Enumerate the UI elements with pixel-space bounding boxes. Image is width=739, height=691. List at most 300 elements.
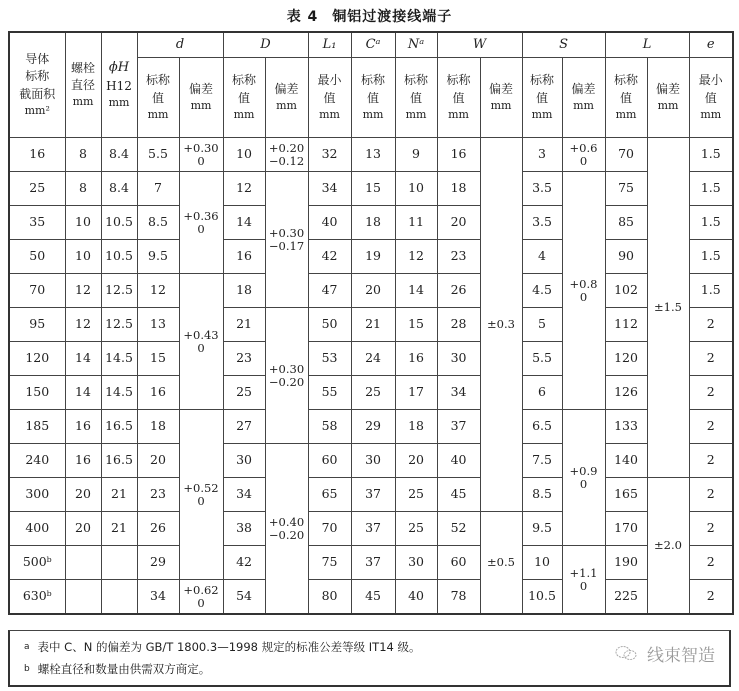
cell-area: 500ᵇ [9,546,65,580]
header-text: 标称 [361,73,386,88]
header-text: 值 [536,90,549,105]
table-row [9,172,733,206]
deviation-lower: −0.20 [268,527,305,542]
cell-area: 400 [9,512,65,546]
cell-D: 18 [223,274,265,308]
cell-e: 1.5 [689,206,733,240]
header-unit: mm [190,99,212,113]
deviation-upper: +0.43 [183,328,219,343]
cell-d: 20 [137,444,179,478]
cell-S: 3.5 [522,172,562,206]
cell-phi-h: 8.4 [101,172,137,206]
cell-d: 9.5 [137,240,179,274]
cell-area: 240 [9,444,65,478]
cell-bolt [65,546,101,580]
cell-phi-h: 21 [101,512,137,546]
cell-D: 12 [223,172,265,206]
cell-W: 16 [437,138,480,172]
deviation-upper: +0.9 [569,464,598,479]
cell-D: 10 [223,138,265,172]
deviation-upper: +0.52 [183,481,219,496]
watermark-text: 线束智造 [647,646,715,666]
header-conductor-area [9,32,65,138]
cell-W: 30 [437,342,480,376]
cell-W: 18 [437,172,480,206]
cell-L: 90 [605,240,647,274]
cell-d: 29 [137,546,179,580]
cell-N: 9 [395,138,437,172]
cell-area: 630ᵇ [9,580,65,615]
cell-S: 10.5 [522,580,562,615]
header-text: H12 [106,78,132,93]
cell-d: 26 [137,512,179,546]
header-W: W [437,32,522,58]
header-text: 标称 [145,73,170,88]
table-row [9,546,733,580]
cell-D: 21 [223,308,265,342]
deviation-upper: +0.20 [268,141,305,156]
table-row [9,444,733,478]
cell-area: 25 [9,172,65,206]
cell-e: 2 [689,342,733,376]
header-text: 标称 [25,69,50,84]
cell-d: 13 [137,308,179,342]
cell-area: 16 [9,138,65,172]
deviation-S [562,410,605,546]
header-text: 直径 [70,78,95,93]
cell-bolt: 12 [65,274,101,308]
header-nominal [605,58,647,138]
table-title [0,6,739,26]
cell-bolt: 12 [65,308,101,342]
header-unit: mm [362,107,384,121]
header-C: Cᵃ [351,32,395,58]
cell-N: 17 [395,376,437,410]
cell-L1: 55 [308,376,351,410]
cell-C: 30 [351,444,395,478]
cell-e: 1.5 [689,138,733,172]
cell-area: 35 [9,206,65,240]
cell-e: 2 [689,308,733,342]
header-nominal [137,58,179,138]
cell-L: 126 [605,376,647,410]
cell-C: 37 [351,546,395,580]
deviation-upper: +0.30 [268,362,305,377]
header-text: 标称 [232,73,257,88]
cell-L: 165 [605,478,647,512]
deviation-lower: 0 [197,595,205,610]
cell-C: 37 [351,478,395,512]
cell-L1: 58 [308,410,351,444]
cell-d: 23 [137,478,179,512]
header-text: 最小 [698,73,723,88]
header-nominal [522,58,562,138]
deviation-W: ±0.5 [480,512,522,615]
table-row [9,512,733,546]
cell-C: 13 [351,138,395,172]
deviation-lower: −0.12 [268,153,305,168]
header-text: 值 [704,90,717,105]
deviation-D [265,172,308,308]
cell-D: 38 [223,512,265,546]
cell-area: 70 [9,274,65,308]
cell-W: 78 [437,580,480,615]
header-d: d [137,32,223,58]
cell-W: 28 [437,308,480,342]
header-unit: mm [233,107,255,121]
cell-d: 8.5 [137,206,179,240]
deviation-lower: 0 [197,340,205,355]
cell-L1: 50 [308,308,351,342]
cell-L1: 70 [308,512,351,546]
deviation-upper: +0.8 [569,277,598,292]
cell-C: 45 [351,580,395,615]
cell-N: 14 [395,274,437,308]
cell-d: 12 [137,274,179,308]
header-unit: mm [657,99,679,113]
deviation-S [562,172,605,410]
cell-D: 16 [223,240,265,274]
cell-N: 11 [395,206,437,240]
header-text: 值 [620,90,633,105]
cell-e: 1.5 [689,274,733,308]
deviation-lower: 0 [197,493,205,508]
cell-W: 26 [437,274,480,308]
cell-L1: 53 [308,342,351,376]
header-text: 标称 [446,73,471,88]
deviation-lower: 0 [197,153,205,168]
table-row [9,138,733,172]
cell-e: 2 [689,376,733,410]
header-text: 偏差 [571,81,596,96]
cell-phi-h: 10.5 [101,206,137,240]
cell-e: 2 [689,410,733,444]
deviation-upper: +0.30 [268,226,305,241]
cell-W: 20 [437,206,480,240]
header-text: 最小 [317,73,342,88]
header-phi-h [101,32,137,138]
table-row [9,580,733,615]
cell-bolt: 14 [65,342,101,376]
cell-D: 25 [223,376,265,410]
header-text: 值 [367,90,380,105]
cell-C: 20 [351,274,395,308]
table-row [9,410,733,444]
cell-C: 25 [351,376,395,410]
cell-W: 52 [437,512,480,546]
cell-phi-h: 14.5 [101,376,137,410]
header-text: 偏差 [656,81,681,96]
cell-D: 23 [223,342,265,376]
header-nominal [223,58,265,138]
deviation-S [562,546,605,615]
deviation-lower: 0 [579,476,588,491]
table-row [9,240,733,274]
cell-D: 27 [223,410,265,444]
cell-S: 4 [522,240,562,274]
cell-phi-h: 12.5 [101,308,137,342]
cell-d: 16 [137,376,179,410]
cell-bolt: 20 [65,478,101,512]
cell-bolt: 10 [65,240,101,274]
cell-C: 19 [351,240,395,274]
header-text: 标称 [404,73,429,88]
deviation-upper: +0.30 [183,141,219,156]
cell-bolt: 16 [65,410,101,444]
header-S: S [522,32,605,58]
deviation-D [265,308,308,444]
header-text: 截面积 [19,86,56,101]
deviation-d [179,410,223,580]
cell-D: 54 [223,580,265,615]
header-deviation [647,58,689,138]
header-unit: mm [615,107,637,121]
header-unit: mm [405,107,427,121]
cell-L: 170 [605,512,647,546]
header-text: 值 [238,90,251,105]
header-unit: mm [700,107,722,121]
cell-L: 75 [605,172,647,206]
header-minimum [308,58,351,138]
cell-N: 20 [395,444,437,478]
cell-N: 40 [395,580,437,615]
deviation-lower: 0 [579,578,588,593]
cell-e: 2 [689,512,733,546]
header-nominal [395,58,437,138]
terminal-spec-table [8,31,734,615]
cell-N: 18 [395,410,437,444]
cell-S: 9.5 [522,512,562,546]
header-text: 标称 [530,73,555,88]
footnotes [8,630,731,687]
cell-L1: 47 [308,274,351,308]
deviation-W: ±0.3 [480,138,522,512]
cell-area: 185 [9,410,65,444]
cell-C: 29 [351,410,395,444]
header-L1: L₁ [308,32,351,58]
header-minimum [689,58,733,138]
cell-N: 30 [395,546,437,580]
table-row [9,274,733,308]
header-unit: mm [448,107,469,121]
cell-D: 42 [223,546,265,580]
deviation-d [179,138,223,172]
footnote-text: 螺栓直径和数量由供需双方商定。 [37,662,211,676]
cell-L: 112 [605,308,647,342]
header-deviation [480,58,522,138]
cell-L1: 60 [308,444,351,478]
header-unit: mm [72,95,94,109]
table-row [9,206,733,240]
cell-L1: 32 [308,138,351,172]
deviation-lower: 0 [579,289,588,304]
header-bolt-diameter [65,32,101,138]
table-row [9,342,733,376]
cell-area: 300 [9,478,65,512]
wechat-icon [615,649,641,665]
cell-bolt: 10 [65,206,101,240]
deviation-upper: +0.36 [183,209,219,224]
footnote-b [24,661,210,677]
cell-S: 5.5 [522,342,562,376]
table-number: 表 4 [286,9,319,25]
cell-S: 4.5 [522,274,562,308]
cell-d: 18 [137,410,179,444]
deviation-lower: −0.20 [268,374,305,389]
cell-area: 50 [9,240,65,274]
cell-d: 7 [137,172,179,206]
header-deviation [265,58,308,138]
cell-C: 37 [351,512,395,546]
cell-L1: 75 [308,546,351,580]
cell-e: 2 [689,478,733,512]
deviation-upper: +1.1 [569,566,598,581]
cell-W: 34 [437,376,480,410]
deviation-d [179,172,223,274]
cell-e: 1.5 [689,172,733,206]
cell-e: 2 [689,444,733,478]
cell-S: 10 [522,546,562,580]
cell-phi-h: 8.4 [101,138,137,172]
cell-S: 3 [522,138,562,172]
cell-phi-h: 16.5 [101,410,137,444]
cell-N: 15 [395,308,437,342]
cell-D: 30 [223,444,265,478]
deviation-S [562,138,605,172]
cell-S: 6 [522,376,562,410]
footnote-mark: b [24,664,30,674]
cell-S: 6.5 [522,410,562,444]
footnote-mark: a [24,642,30,652]
table-caption: 铜铝过渡接线端子 [332,9,453,25]
cell-L: 85 [605,206,647,240]
header-unit: mm² [24,104,50,118]
cell-bolt: 20 [65,512,101,546]
cell-C: 24 [351,342,395,376]
deviation-lower: 0 [579,153,588,168]
deviation-upper: +0.6 [569,141,598,156]
header-deviation [562,58,605,138]
cell-D: 14 [223,206,265,240]
cell-S: 5 [522,308,562,342]
cell-S: 8.5 [522,478,562,512]
header-text: 值 [151,90,164,105]
table-row [9,308,733,342]
header-unit: mm [108,96,130,110]
cell-bolt [65,580,101,615]
header-deviation [179,58,223,138]
cell-L: 133 [605,410,647,444]
cell-C: 15 [351,172,395,206]
cell-D: 34 [223,478,265,512]
cell-phi-h: 14.5 [101,342,137,376]
cell-e: 1.5 [689,240,733,274]
deviation-D [265,138,308,172]
watermark [615,641,715,666]
header-text: 值 [323,90,336,105]
cell-phi-h: 10.5 [101,240,137,274]
cell-area: 95 [9,308,65,342]
cell-N: 16 [395,342,437,376]
cell-L: 102 [605,274,647,308]
cell-L: 140 [605,444,647,478]
header-text: 标称 [614,73,639,88]
footnote-text: 表中 C、N 的偏差为 GB/T 1800.3—1998 规定的标准公差等级 IT14 级。 [37,640,421,654]
header-unit: mm [319,107,340,121]
cell-phi-h [101,546,137,580]
header-text: 导体 [25,51,50,66]
footnote-a [24,639,421,655]
cell-e: 2 [689,546,733,580]
cell-area: 120 [9,342,65,376]
cell-W: 23 [437,240,480,274]
header-text: 值 [452,90,465,105]
cell-phi-h [101,580,137,615]
cell-bolt: 16 [65,444,101,478]
header-unit: mm [531,107,553,121]
deviation-D [265,444,308,615]
deviation-d [179,274,223,410]
deviation-upper: +0.62 [183,583,219,598]
cell-W: 40 [437,444,480,478]
cell-N: 25 [395,478,437,512]
cell-d: 15 [137,342,179,376]
cell-L1: 42 [308,240,351,274]
cell-L: 120 [605,342,647,376]
header-L: L [605,32,689,58]
cell-S: 7.5 [522,444,562,478]
header-unit: mm [147,107,169,121]
header-text: 值 [410,90,423,105]
header-nominal [351,58,395,138]
cell-bolt: 8 [65,138,101,172]
cell-C: 21 [351,308,395,342]
cell-W: 37 [437,410,480,444]
header-text: 偏差 [189,81,214,96]
cell-N: 12 [395,240,437,274]
header-e: e [689,32,733,58]
header-N: Nᵃ [395,32,437,58]
header-D: D [223,32,308,58]
deviation-d [179,580,223,615]
cell-d: 5.5 [137,138,179,172]
cell-bolt: 8 [65,172,101,206]
deviation-L: ±1.5 [647,138,689,478]
cell-phi-h: 21 [101,478,137,512]
cell-d: 34 [137,580,179,615]
table-row [9,376,733,410]
cell-C: 18 [351,206,395,240]
header-text: 螺栓 [70,60,95,75]
table-row [9,478,733,512]
cell-S: 3.5 [522,206,562,240]
deviation-lower: −0.17 [268,238,305,253]
cell-L1: 34 [308,172,351,206]
header-unit: mm [573,99,594,113]
cell-L: 190 [605,546,647,580]
deviation-upper: +0.40 [268,515,305,530]
table-body [9,138,733,615]
cell-bolt: 14 [65,376,101,410]
cell-phi-h: 16.5 [101,444,137,478]
cell-phi-h: 12.5 [101,274,137,308]
cell-e: 2 [689,580,733,615]
cell-N: 10 [395,172,437,206]
header-text: ϕH [108,59,130,75]
cell-L1: 80 [308,580,351,615]
cell-L1: 65 [308,478,351,512]
header-text: 偏差 [489,81,514,96]
